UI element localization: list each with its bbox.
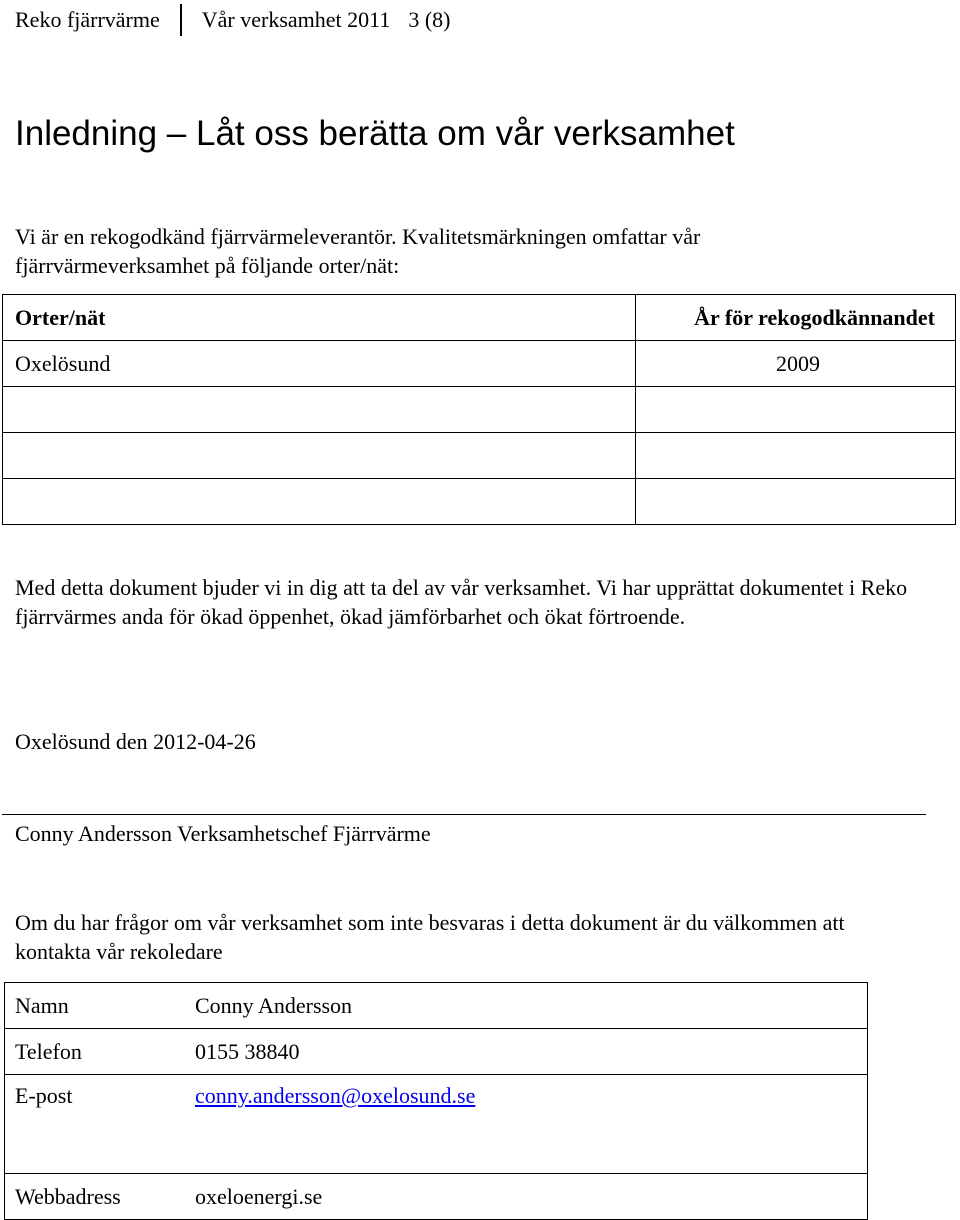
phone-label: Telefon — [5, 1029, 186, 1075]
web-value: oxeloenergi.se — [185, 1174, 868, 1220]
header-page-number: 3 (8) — [408, 7, 451, 32]
header-company: Reko fjärrvärme — [15, 7, 160, 32]
contact-table — [4, 982, 868, 1220]
place-date: Oxelösund den 2012-04-26 — [15, 729, 256, 754]
place-cell — [3, 387, 636, 433]
header-report-title: Vår verksamhet 2011 — [201, 7, 391, 32]
email-link[interactable]: conny.andersson@oxelosund.se — [195, 1083, 476, 1108]
place-cell — [3, 433, 636, 479]
place-cell — [3, 479, 636, 525]
table-row — [3, 387, 956, 433]
name-label: Namn — [5, 983, 186, 1029]
signature-name-title: Conny Andersson Verksamhetschef Fjärrvärme — [15, 821, 431, 846]
year-cell: 2009 — [636, 341, 956, 387]
table-row — [5, 1174, 868, 1220]
orter-table-header — [3, 295, 956, 341]
orter-header-cell: Orter/nät — [3, 295, 636, 341]
year-cell — [636, 433, 956, 479]
phone-value: 0155 38840 — [185, 1029, 868, 1075]
email-label: E-post — [5, 1075, 186, 1174]
table-row — [3, 433, 956, 479]
orter-table — [2, 294, 956, 525]
name-value: Conny Andersson — [185, 983, 868, 1029]
year-cell — [636, 387, 956, 433]
table-row — [5, 1029, 868, 1075]
year-header-cell: År för rekogodkännandet — [636, 295, 956, 341]
statement-paragraph: Med detta dokument bjuder vi in dig att ta del av vår verksamhet. Vi har upprättat dokumentet i Reko fjärrvärmes anda för ökad öppenhet, ökad jämförbarhet och ökat förtroende. — [15, 575, 908, 629]
page-title: Inledning – Låt oss berätta om vår verksamhet — [15, 114, 735, 153]
table-row — [5, 983, 868, 1029]
place-cell: Oxelösund — [3, 341, 636, 387]
page-header — [15, 4, 451, 36]
year-cell — [636, 479, 956, 525]
email-cell — [185, 1075, 868, 1174]
table-row — [5, 1075, 868, 1174]
signature-line — [2, 814, 926, 815]
questions-paragraph: Om du har frågor om vår verksamhet som inte besvaras i detta dokument är du välkommen att kontakta vår rekoledare — [15, 910, 845, 964]
intro-paragraph: Vi är en rekogodkänd fjärrvärmeleverantör. Kvalitetsmärkningen omfattar vår fjärrvärmeverksamhet på följande orter/nät: — [15, 224, 701, 278]
table-row — [3, 479, 956, 525]
header-divider — [180, 4, 182, 36]
web-label: Webbadress — [5, 1174, 186, 1220]
table-row — [3, 341, 956, 387]
